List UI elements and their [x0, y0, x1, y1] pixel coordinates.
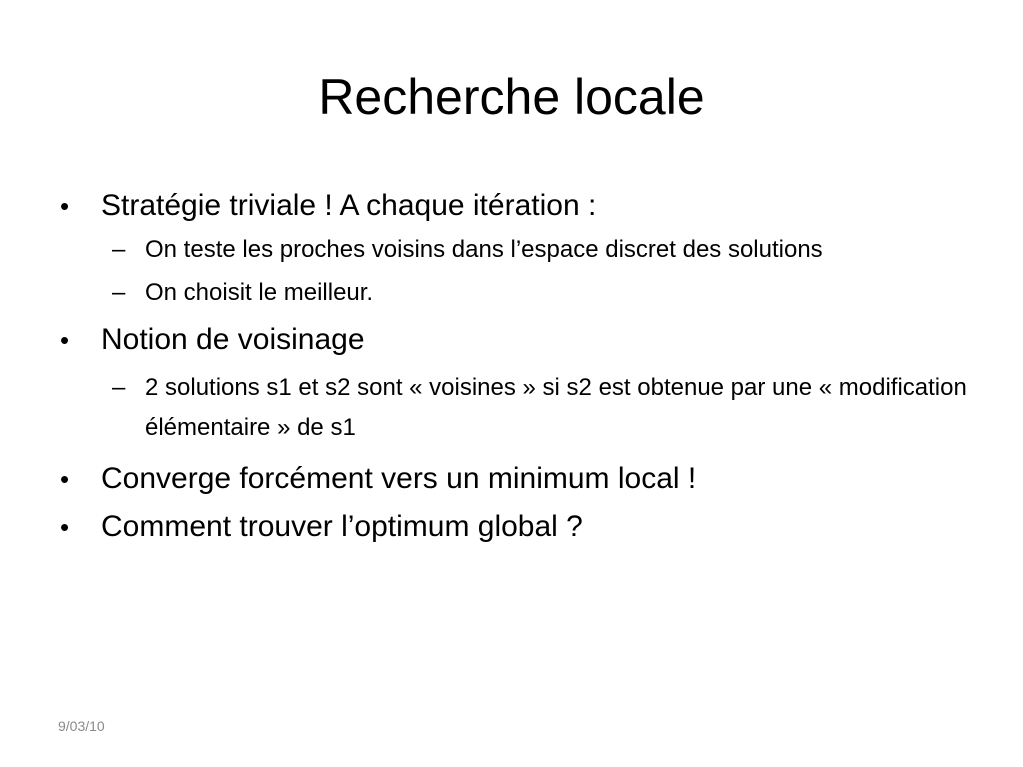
bullet-icon: • [60, 191, 70, 221]
footer-date: 9/03/10 [58, 718, 105, 734]
bullet-item [58, 320, 978, 360]
bullet-item [58, 507, 978, 547]
sub-bullet-item [58, 277, 978, 309]
sub-bullet-item [58, 234, 978, 266]
dash-icon: – [112, 374, 126, 401]
bullet-item [58, 459, 978, 499]
bullet-item [58, 186, 978, 226]
sub-bullet-item [58, 368, 978, 448]
sub-bullet-text: On teste les proches voisins dans l’espace discret des solutions [145, 236, 823, 263]
bullet-text: Comment trouver l’optimum global ? [101, 510, 583, 543]
sub-bullet-text: 2 solutions s1 et s2 sont « voisines » si s2 est obtenue par une « modification élémentaire » de s1 [145, 374, 967, 441]
slide-title: Recherche locale [318, 69, 705, 125]
dash-icon: – [112, 279, 126, 306]
sub-bullet-text: On choisit le meilleur. [145, 279, 374, 306]
bullet-text: Converge forcément vers un minimum local ! [101, 462, 697, 495]
bullet-text: Notion de voisinage [101, 323, 365, 356]
bullet-icon: • [60, 464, 70, 494]
bullet-text: Stratégie triviale ! A chaque itération : [101, 189, 597, 222]
bullet-list [58, 186, 978, 555]
dash-icon: – [112, 236, 126, 263]
bullet-icon: • [60, 512, 70, 542]
bullet-icon: • [60, 325, 70, 355]
